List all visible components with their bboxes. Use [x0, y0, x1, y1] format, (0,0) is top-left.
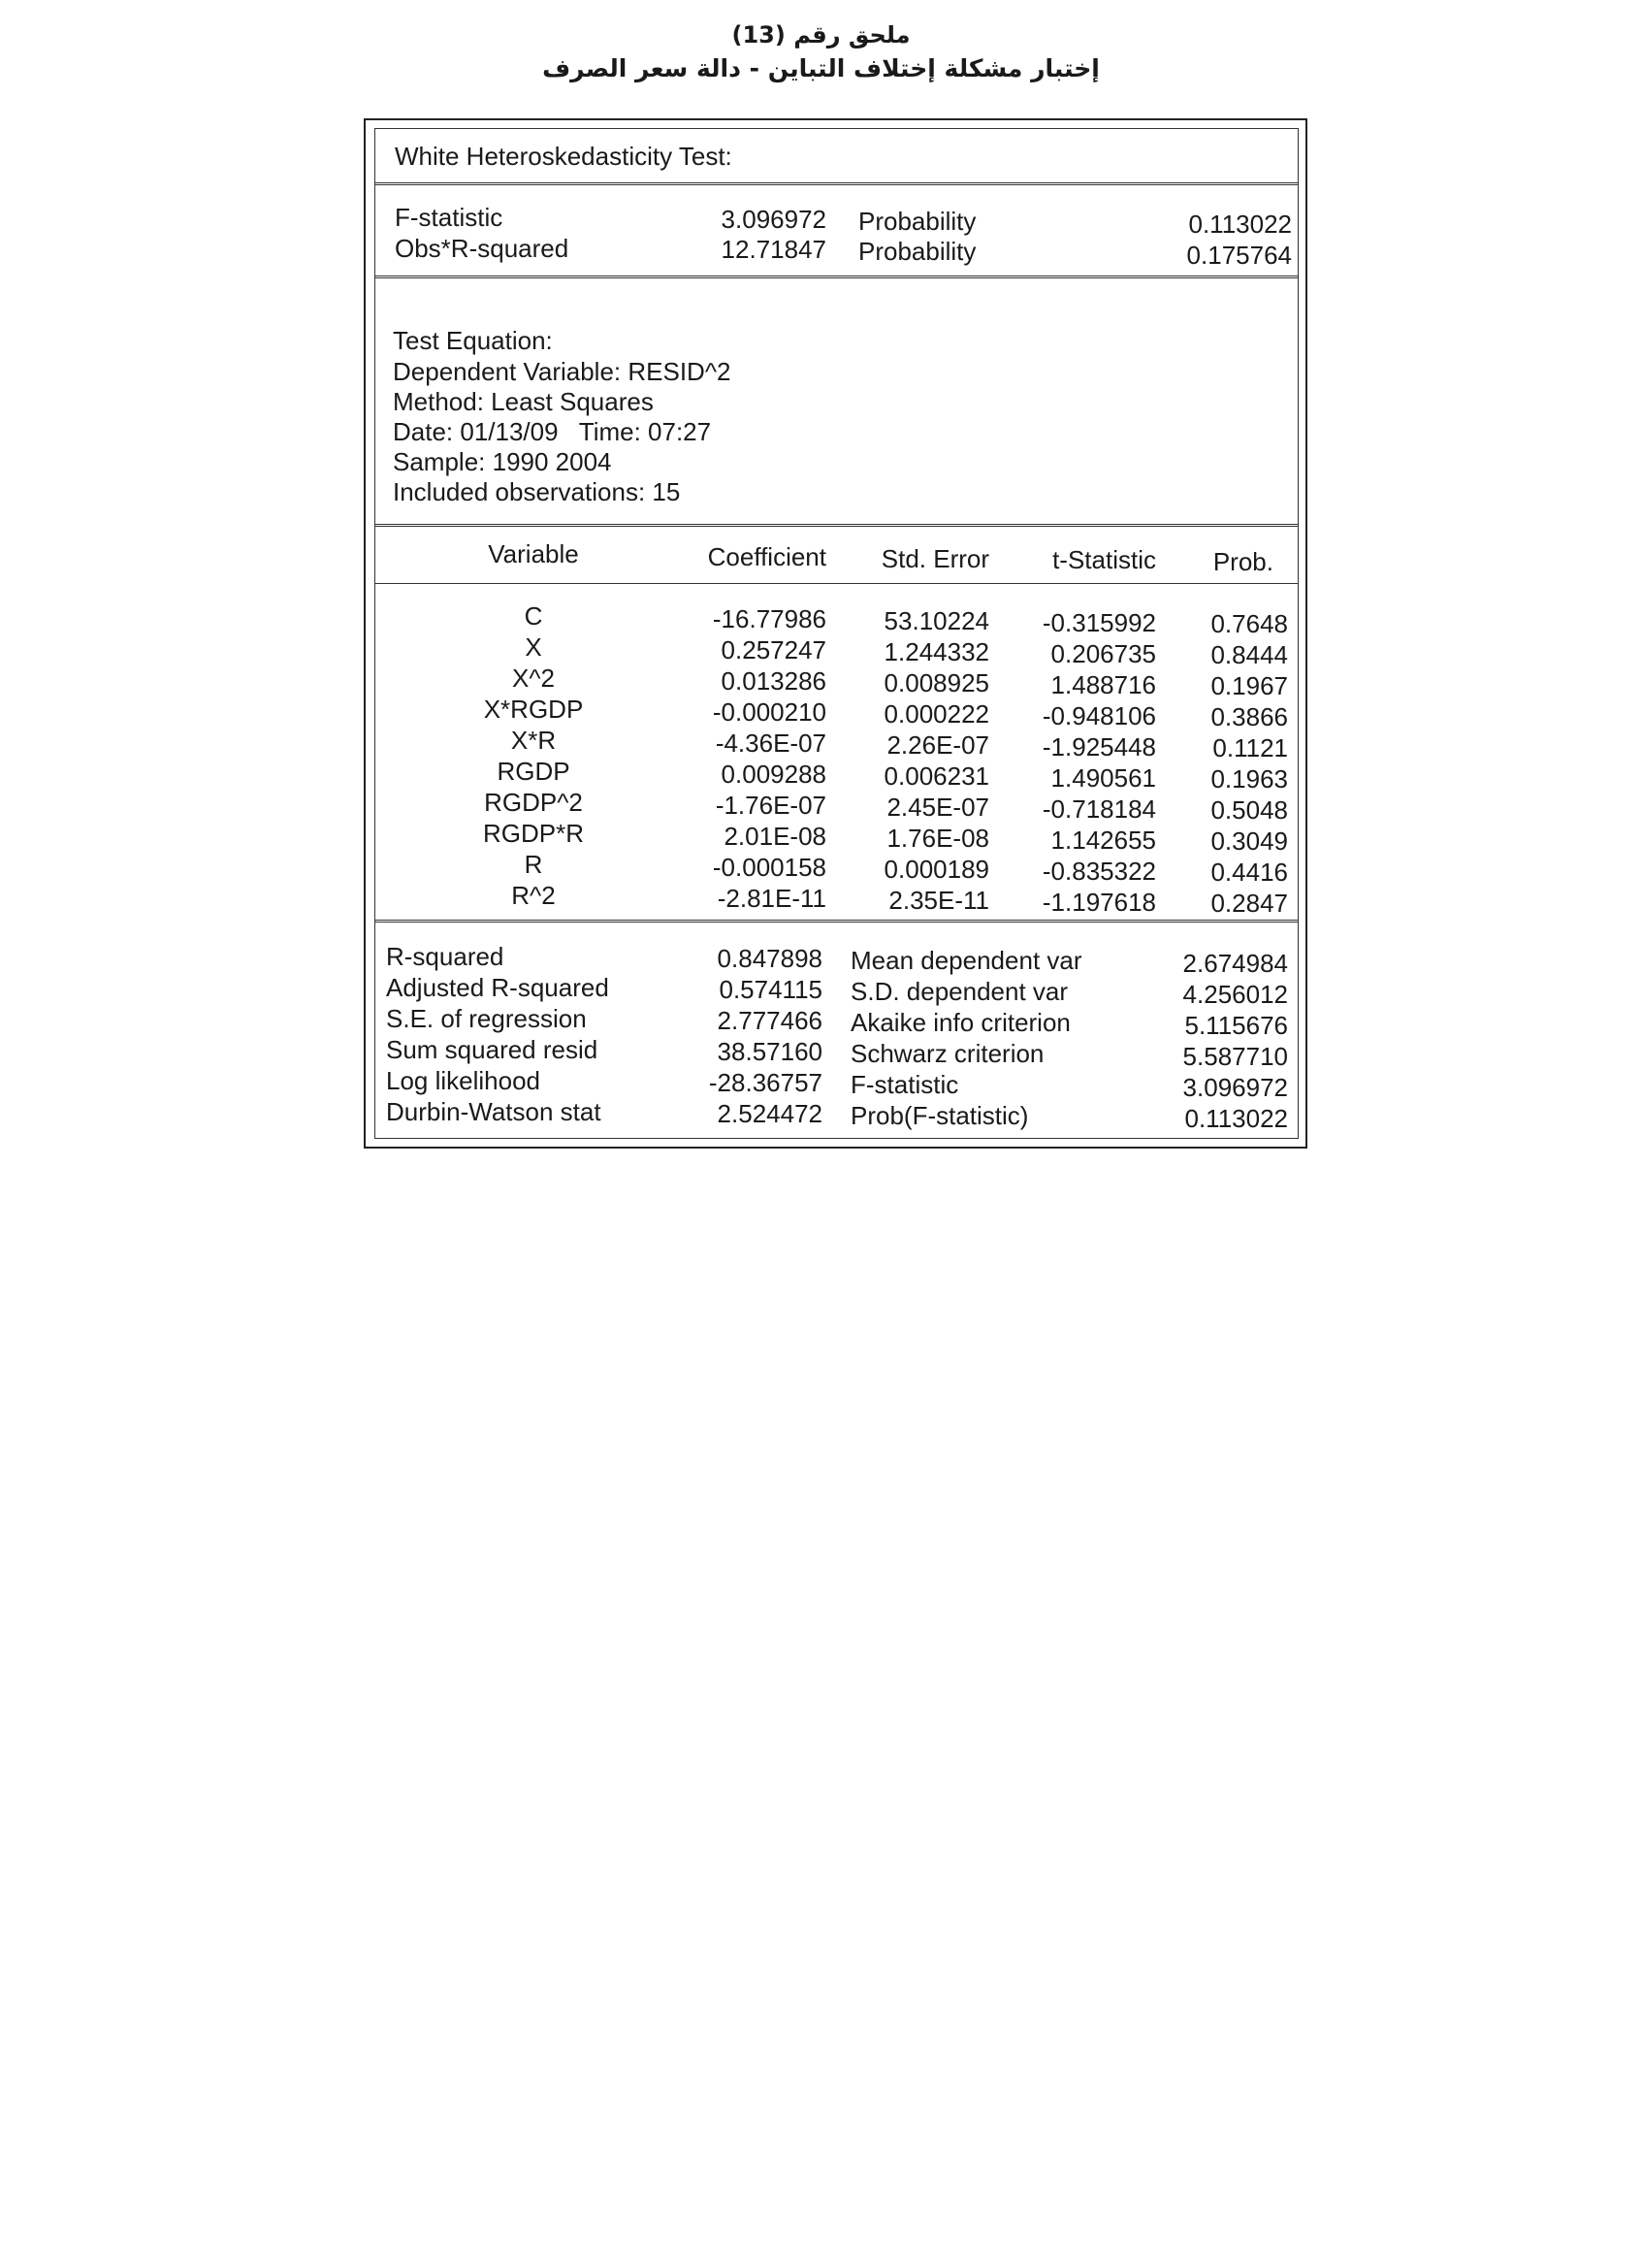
summary-label: Sum squared resid — [386, 1035, 598, 1064]
summary-label: Schwarz criterion — [851, 1039, 1045, 1068]
observations: Included observations: 15 — [393, 477, 681, 506]
cell-t-statistic: -1.197618 — [1042, 888, 1156, 917]
summary-value: 5.115676 — [1184, 1011, 1288, 1040]
summary-label: Mean dependent var — [851, 946, 1082, 975]
cell-std-error: 1.244332 — [884, 637, 989, 666]
summary-label: S.D. dependent var — [851, 977, 1069, 1006]
cell-coefficient: 0.009288 — [721, 760, 826, 789]
summary-value: 0.113022 — [1184, 1104, 1288, 1133]
summary-value: 0.574115 — [719, 975, 822, 1004]
test-stat-prob: 0.175764 — [1186, 241, 1292, 270]
cell-variable: R — [524, 850, 543, 879]
cell-coefficient: -4.36E-07 — [715, 729, 826, 758]
cell-t-statistic: -0.718184 — [1042, 794, 1156, 824]
cell-variable: RGDP*R — [482, 819, 584, 848]
cell-t-statistic: 1.488716 — [1050, 670, 1156, 699]
summary-value: -28.36757 — [708, 1068, 822, 1097]
cell-variable: X*RGDP — [483, 695, 584, 724]
summary-value: 0.847898 — [717, 944, 822, 973]
divider-headers — [374, 583, 1299, 584]
summary-value: 4.256012 — [1182, 980, 1288, 1009]
summary-value: 2.777466 — [717, 1006, 822, 1035]
cell-std-error: 2.45E-07 — [886, 793, 989, 822]
cell-variable: X*R — [510, 726, 557, 755]
cell-t-statistic: -0.315992 — [1042, 608, 1156, 637]
summary-value: 2.524472 — [717, 1099, 822, 1128]
cell-coefficient: 0.257247 — [721, 635, 826, 664]
appendix-number: ملحق رقم (13) — [731, 21, 911, 49]
appendix-title: إختبار مشكلة إختلاف التباين - دالة سعر الصرف — [542, 54, 1100, 82]
cell-prob: 0.1963 — [1210, 764, 1288, 794]
cell-variable: C — [524, 601, 543, 631]
cell-coefficient: -16.77986 — [712, 604, 826, 633]
divider-coefficients — [374, 920, 1299, 923]
cell-variable: R^2 — [511, 881, 556, 910]
cell-t-statistic: 1.490561 — [1050, 763, 1156, 793]
cell-prob: 0.5048 — [1210, 795, 1288, 825]
cell-variable: X^2 — [511, 664, 555, 693]
header-prob: Prob. — [1212, 547, 1273, 576]
summary-label: R-squared — [386, 942, 504, 971]
cell-t-statistic: -1.925448 — [1042, 732, 1156, 761]
cell-prob: 0.3866 — [1210, 702, 1288, 731]
header-std-error: Std. Error — [881, 544, 989, 573]
date-time: Date: 01/13/09 Time: 07:27 — [393, 417, 712, 446]
cell-t-statistic: -0.835322 — [1042, 857, 1156, 886]
cell-std-error: 0.000222 — [884, 699, 989, 729]
cell-coefficient: -0.000210 — [712, 697, 826, 727]
summary-value: 3.096972 — [1182, 1073, 1288, 1102]
cell-std-error: 2.35E-11 — [888, 886, 989, 915]
summary-label: S.E. of regression — [386, 1004, 587, 1033]
summary-value: 5.587710 — [1182, 1042, 1288, 1071]
summary-label: F-statistic — [851, 1070, 959, 1099]
sample: Sample: 1990 2004 — [393, 447, 612, 476]
test-stat-label: F-statistic — [395, 203, 503, 232]
cell-std-error: 53.10224 — [884, 606, 989, 635]
cell-prob: 0.1967 — [1210, 671, 1288, 700]
summary-label: Log likelihood — [386, 1066, 541, 1095]
cell-coefficient: 2.01E-08 — [724, 822, 826, 851]
test-stat-prob-label: Probability — [858, 237, 977, 266]
cell-std-error: 0.006231 — [884, 761, 989, 791]
test-stat-value: 3.096972 — [721, 205, 826, 234]
summary-label: Adjusted R-squared — [386, 973, 609, 1002]
cell-std-error: 1.76E-08 — [886, 824, 989, 853]
summary-label: Akaike info criterion — [851, 1008, 1071, 1037]
method: Method: Least Squares — [393, 387, 654, 416]
cell-prob: 0.2847 — [1210, 889, 1288, 918]
cell-prob: 0.4416 — [1210, 858, 1288, 887]
summary-value: 2.674984 — [1182, 949, 1288, 978]
cell-std-error: 2.26E-07 — [886, 730, 989, 760]
cell-prob: 0.3049 — [1210, 826, 1288, 856]
cell-std-error: 0.008925 — [884, 668, 989, 697]
cell-coefficient: 0.013286 — [721, 666, 826, 696]
test-stat-prob: 0.113022 — [1188, 210, 1292, 239]
summary-value: 38.57160 — [717, 1037, 822, 1066]
cell-variable: RGDP — [497, 757, 570, 786]
divider-equation — [374, 524, 1299, 527]
header-coefficient: Coefficient — [707, 542, 826, 571]
header-t-statistic: t-Statistic — [1052, 545, 1156, 574]
cell-t-statistic: 1.142655 — [1050, 826, 1156, 855]
cell-coefficient: -2.81E-11 — [717, 884, 826, 913]
test-stat-prob-label: Probability — [858, 207, 977, 236]
cell-variable: X — [525, 632, 542, 662]
summary-label: Prob(F-statistic) — [851, 1101, 1029, 1130]
divider-test-stats — [374, 275, 1299, 278]
summary-label: Durbin-Watson stat — [386, 1097, 601, 1126]
equation-heading: Test Equation: — [393, 326, 553, 355]
cell-coefficient: -1.76E-07 — [715, 791, 826, 820]
test-stat-label: Obs*R-squared — [395, 234, 569, 263]
cell-std-error: 0.000189 — [884, 855, 989, 884]
dependent-variable: Dependent Variable: RESID^2 — [393, 357, 731, 386]
cell-prob: 0.7648 — [1210, 609, 1288, 638]
cell-t-statistic: 0.206735 — [1050, 639, 1156, 668]
cell-prob: 0.8444 — [1210, 640, 1288, 669]
cell-prob: 0.1121 — [1212, 733, 1288, 762]
cell-coefficient: -0.000158 — [712, 853, 826, 882]
header-variable: Variable — [488, 539, 579, 568]
cell-t-statistic: -0.948106 — [1042, 701, 1156, 730]
divider-title — [374, 182, 1299, 185]
test-title: White Heteroskedasticity Test: — [395, 142, 732, 171]
cell-variable: RGDP^2 — [484, 788, 583, 817]
test-stat-value: 12.71847 — [721, 235, 826, 264]
